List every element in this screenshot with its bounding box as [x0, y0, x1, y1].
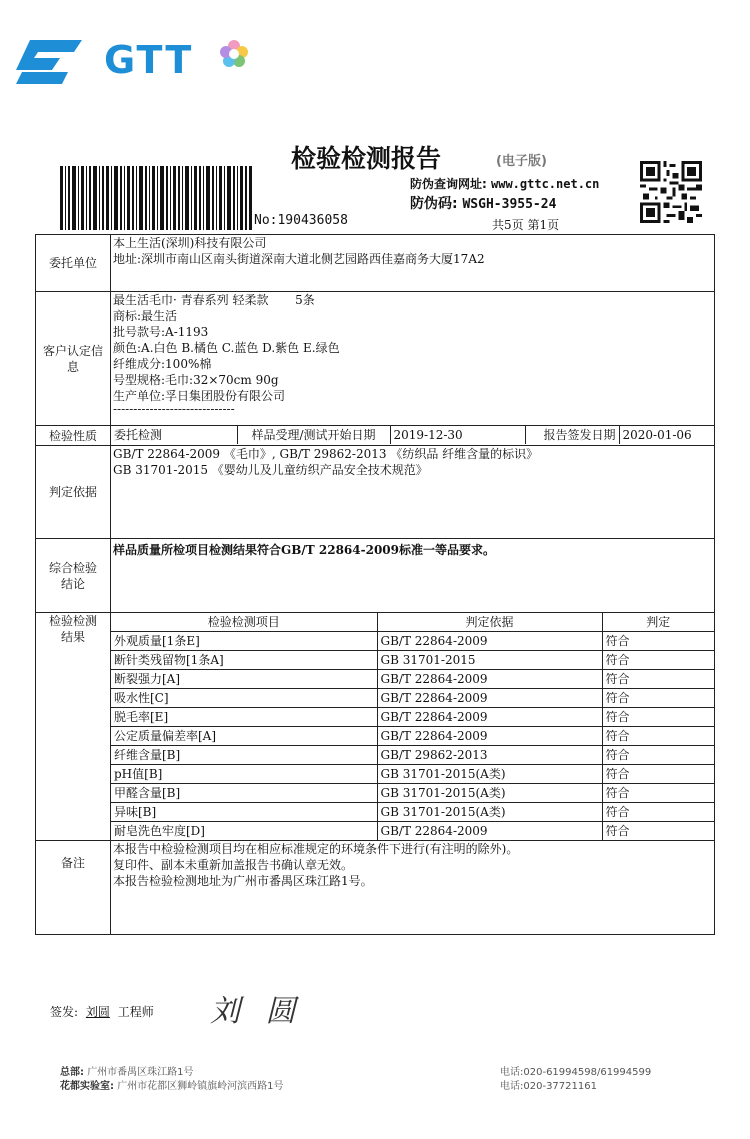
- result-verdict: 符合: [602, 689, 714, 708]
- logo-flower-icon: [220, 40, 248, 68]
- result-basis: GB 31701-2015(A类): [377, 803, 602, 822]
- table-row: [111, 632, 714, 651]
- nature-value: 委托检测: [111, 426, 237, 444]
- client-cell: [111, 235, 715, 292]
- nature-subtable: [111, 426, 714, 444]
- footer-hq: [60, 1063, 194, 1078]
- table-row: [111, 670, 714, 689]
- results-header: 判定依据: [377, 613, 602, 632]
- result-basis: GB/T 22864-2009: [377, 727, 602, 746]
- date-label: 样品受理/测试开始日期: [237, 426, 390, 444]
- code-label: 防伪码:: [410, 196, 458, 212]
- footer-hq-label: 总部:: [60, 1067, 84, 1078]
- footer-lab-address: 广州市花都区狮岭镇旗岭河滨西路1号: [117, 1081, 284, 1092]
- results-header-row: [111, 613, 714, 632]
- sample-line: ------------------------------: [113, 402, 235, 416]
- result-item: 异味[B]: [111, 803, 377, 822]
- table-row: [111, 727, 714, 746]
- result-basis: GB 31701-2015(A类): [377, 765, 602, 784]
- result-verdict: 符合: [602, 784, 714, 803]
- table-row: [111, 803, 714, 822]
- logo-text: GTT: [104, 38, 194, 82]
- page-count: 共5页 第1页: [492, 218, 560, 232]
- sample-label: 客户认定信息: [36, 292, 111, 426]
- verify-label: 防伪查询网址:: [410, 177, 487, 191]
- result-item: 公定质量偏差率[A]: [111, 727, 377, 746]
- remarks-label: 备注: [36, 841, 111, 935]
- nature-cell: [111, 426, 715, 446]
- basis-cell: [111, 446, 715, 539]
- result-verdict: 符合: [602, 632, 714, 651]
- sample-line: 最生活毛巾· 青春系列 轻柔款 5条: [113, 293, 315, 307]
- result-item: 外观质量[1条E]: [111, 632, 377, 651]
- barcode-icon: [58, 166, 254, 230]
- table-row: [111, 765, 714, 784]
- results-row: [36, 613, 715, 841]
- conclusion-row: [36, 539, 715, 613]
- issue-label: 报告签发日期: [525, 426, 619, 444]
- result-basis: GB/T 22864-2009: [377, 670, 602, 689]
- result-item: 耐皂洗色牢度[D]: [111, 822, 377, 841]
- date-value: 2019-12-30: [390, 426, 525, 444]
- result-basis: GB/T 22864-2009: [377, 822, 602, 841]
- page-title: 检验检测报告: [291, 144, 442, 173]
- result-verdict: 符合: [602, 727, 714, 746]
- sample-cell: [111, 292, 715, 426]
- verify-url-row: [410, 175, 599, 192]
- client-name: 本上生活(深圳)科技有限公司: [113, 236, 267, 250]
- logo-mark-icon: [16, 40, 82, 84]
- result-verdict: 符合: [602, 765, 714, 784]
- handwritten-signature: 刘 圆: [210, 994, 304, 1029]
- client-label: 委托单位: [36, 235, 111, 292]
- footer-hq-address: 广州市番禺区珠江路1号: [87, 1067, 194, 1078]
- report-number: No:190436058: [254, 213, 348, 228]
- anti-fake-code-row: [410, 193, 556, 213]
- result-item: 脱毛率[E]: [111, 708, 377, 727]
- remark-line: 复印件、副本未重新加盖报告书确认章无效。: [113, 858, 354, 872]
- result-verdict: 符合: [602, 746, 714, 765]
- issue-value: 2020-01-06: [619, 426, 714, 444]
- edition-label: (电子版): [496, 154, 547, 169]
- table-row: [111, 822, 714, 841]
- sign-label: 签发:: [50, 1005, 79, 1019]
- footer-tel-lab: 电话:020-37721161: [500, 1081, 597, 1092]
- result-basis: GB/T 22864-2009: [377, 708, 602, 727]
- table-row: [111, 746, 714, 765]
- result-verdict: 符合: [602, 803, 714, 822]
- nature-row: [36, 426, 715, 446]
- result-basis: GB/T 22864-2009: [377, 632, 602, 651]
- client-address: 地址:深圳市南山区南头街道深南大道北侧艺园路西佳嘉商务大厦17A2: [113, 252, 485, 266]
- footer-lab-label: 花都实验室:: [60, 1081, 114, 1092]
- result-basis: GB 31701-2015: [377, 651, 602, 670]
- verify-url: www.gttc.net.cn: [491, 177, 600, 191]
- basis-line: GB/T 22864-2009 《毛巾》, GB/T 29862-2013 《纺织品 纤维含量的标识》: [113, 447, 539, 461]
- result-item: pH值[B]: [111, 765, 377, 784]
- result-item: 甲醛含量[B]: [111, 784, 377, 803]
- results-cell: [111, 613, 715, 841]
- table-row: [111, 689, 714, 708]
- conclusion-label: 综合检验结论: [36, 539, 111, 613]
- result-basis: GB/T 22864-2009: [377, 689, 602, 708]
- results-table: [111, 613, 714, 840]
- sample-line: 纤维成分:100%棉: [113, 357, 212, 371]
- remarks-cell: [111, 841, 715, 935]
- sign-row: [50, 1003, 154, 1020]
- result-item: 断针类残留物[1条A]: [111, 651, 377, 670]
- results-header: 判定: [602, 613, 714, 632]
- result-verdict: 符合: [602, 670, 714, 689]
- sample-line: 号型规格:毛巾:32×70cm 90g: [113, 373, 279, 387]
- sample-line: 商标:最生活: [113, 309, 178, 323]
- remark-line: 本报告中检验检测项目均在相应标准规定的环境条件下进行(有注明的除外)。: [113, 842, 519, 856]
- basis-label: 判定依据: [36, 446, 111, 539]
- sample-line: 生产单位:孚日集团股份有限公司: [113, 389, 286, 403]
- sample-row: [36, 292, 715, 426]
- remarks-row: [36, 841, 715, 935]
- basis-row: [36, 446, 715, 539]
- table-row: [111, 651, 714, 670]
- results-header: 检验检测项目: [111, 613, 377, 632]
- logo: [16, 40, 256, 84]
- result-verdict: 符合: [602, 822, 714, 841]
- basis-line: GB 31701-2015 《婴幼儿及儿童纺织产品安全技术规范》: [113, 463, 428, 477]
- sample-line: 颜色:A.白色 B.橘色 C.蓝色 D.紫色 E.绿色: [113, 341, 340, 355]
- code-value: WSGH-3955-24: [462, 197, 557, 212]
- qr-code-icon: [640, 161, 702, 223]
- footer-tel-hq: 电话:020-61994598/61994599: [500, 1067, 652, 1078]
- conclusion-text: 样品质量所检项目检测结果符合GB/T 22864-2009标准一等品要求。: [111, 539, 715, 613]
- results-label: 检验检测结果: [36, 613, 111, 841]
- result-basis: GB/T 29862-2013: [377, 746, 602, 765]
- table-row: [111, 708, 714, 727]
- remark-line: 本报告检验检测地址为广州市番禺区珠江路1号。: [113, 874, 373, 888]
- result-basis: GB 31701-2015(A类): [377, 784, 602, 803]
- signer-name: 刘圆: [85, 1005, 110, 1019]
- footer-lab: [60, 1077, 284, 1092]
- client-row: [36, 235, 715, 292]
- result-item: 断裂强力[A]: [111, 670, 377, 689]
- result-item: 纤维含量[B]: [111, 746, 377, 765]
- nature-label: 检验性质: [36, 426, 111, 446]
- result-verdict: 符合: [602, 708, 714, 727]
- signer-title: 工程师: [117, 1005, 154, 1019]
- sample-line: 批号款号:A-1193: [113, 325, 209, 339]
- table-row: [111, 784, 714, 803]
- result-item: 吸水性[C]: [111, 689, 377, 708]
- report-table: [35, 234, 715, 935]
- result-verdict: 符合: [602, 651, 714, 670]
